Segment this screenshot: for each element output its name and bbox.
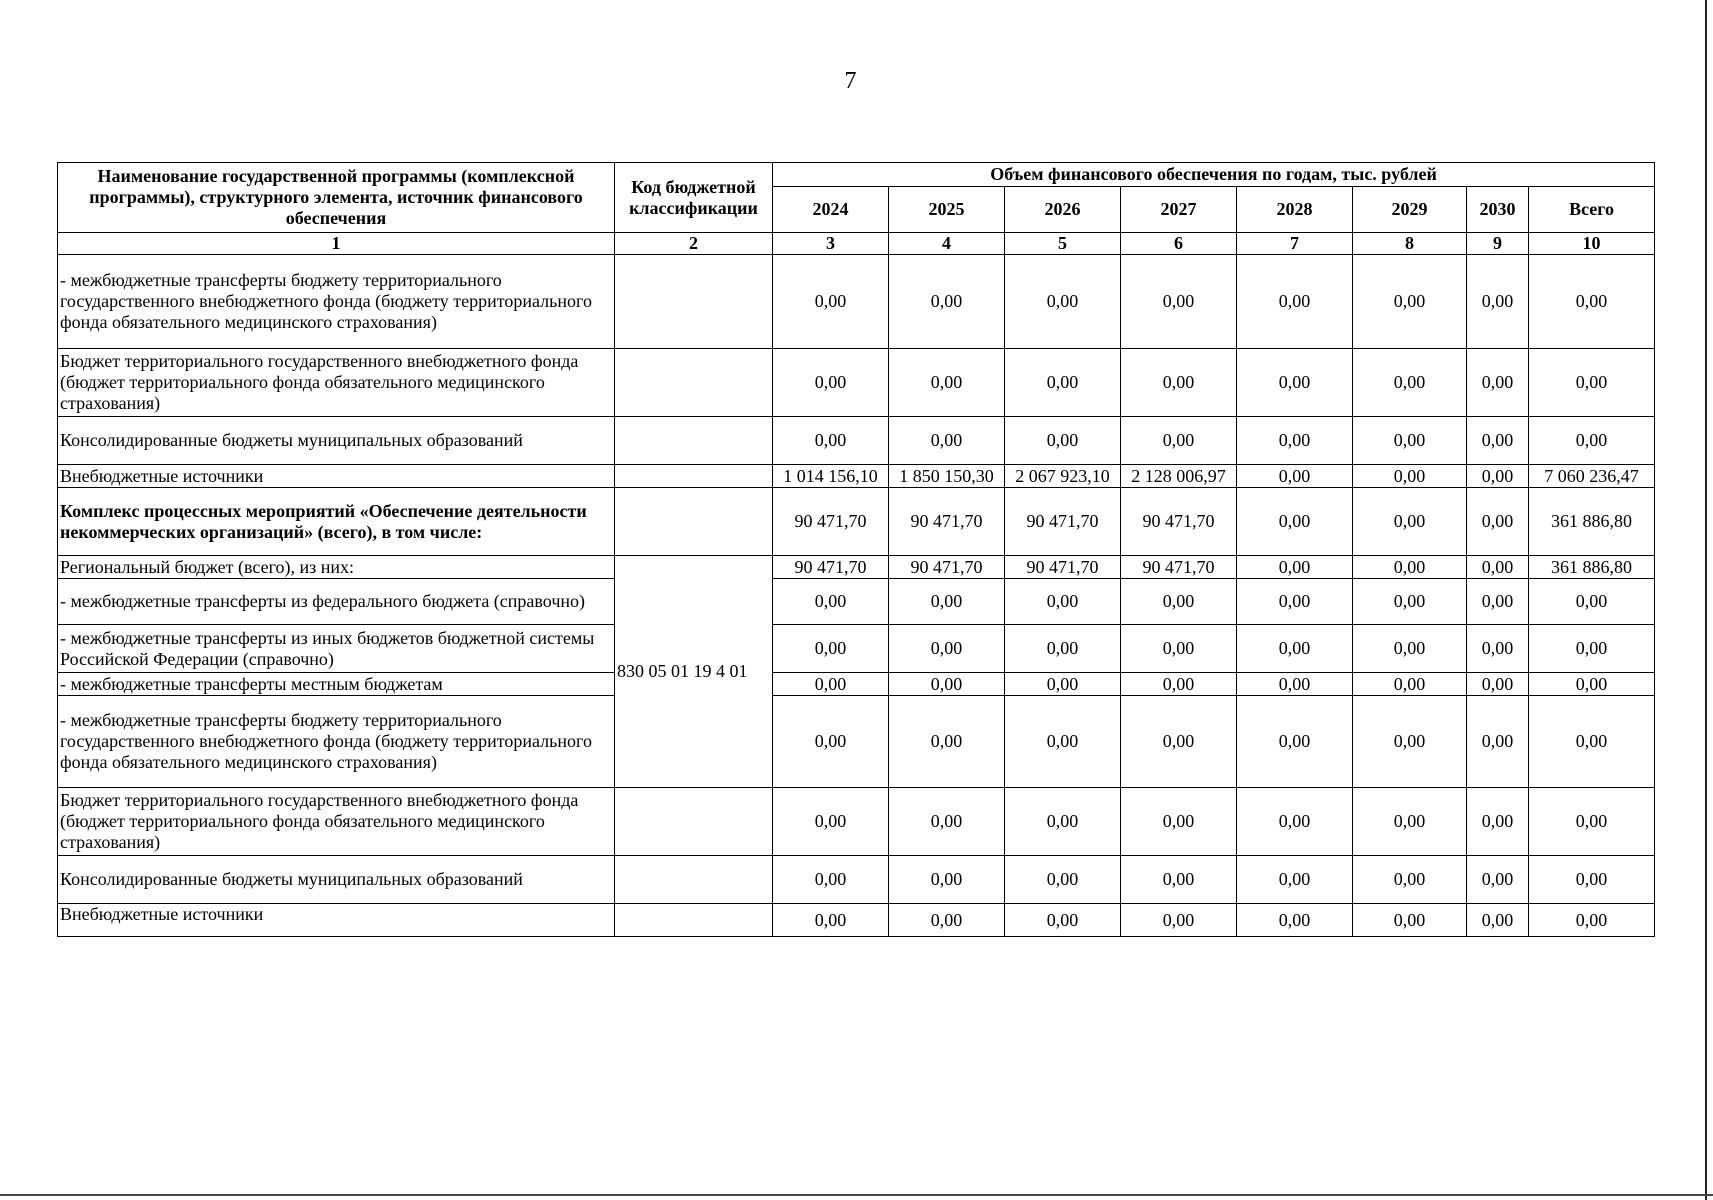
value-2026: 2 067 923,10 [1005, 465, 1121, 488]
header-group: Объем финансового обеспечения по годам, тыс. рублей [773, 163, 1655, 187]
value-2024: 0,00 [773, 788, 889, 856]
table-row [58, 788, 1655, 856]
header-year-2026: 2026 [1005, 187, 1121, 233]
row-code [615, 465, 773, 488]
value-total: 0,00 [1529, 417, 1655, 465]
value-2025: 90 471,70 [889, 556, 1005, 579]
row-name: - межбюджетные трансферты из иных бюджетов бюджетной системы Российской Федерации (справочно) [58, 625, 615, 673]
value-2028: 0,00 [1237, 488, 1353, 556]
value-2024: 0,00 [773, 904, 889, 937]
value-2027: 0,00 [1121, 856, 1237, 904]
row-name: Внебюджетные источники [58, 904, 615, 937]
header-name: Наименование государственной программы (комплексной программы), структурного элемента, источник финансового обеспечения [58, 163, 615, 233]
row-name: - межбюджетные трансферты из федерального бюджета (справочно) [58, 579, 615, 625]
table-row [58, 465, 1655, 488]
value-2024: 90 471,70 [773, 488, 889, 556]
value-2029: 0,00 [1353, 465, 1467, 488]
row-name: Комплекс процессных мероприятий «Обеспечение деятельности некоммерческих организаций» (всего), в том числе: [58, 488, 615, 556]
value-2028: 0,00 [1237, 788, 1353, 856]
header-total: Всего [1529, 187, 1655, 233]
value-2027: 0,00 [1121, 625, 1237, 673]
index-cell: 3 [773, 233, 889, 255]
value-2029: 0,00 [1353, 856, 1467, 904]
value-2025: 0,00 [889, 417, 1005, 465]
table-row [58, 579, 1655, 625]
value-2030: 0,00 [1467, 556, 1529, 579]
index-cell: 1 [58, 233, 615, 255]
value-2030: 0,00 [1467, 488, 1529, 556]
value-2029: 0,00 [1353, 625, 1467, 673]
value-2025: 90 471,70 [889, 488, 1005, 556]
value-2026: 0,00 [1005, 255, 1121, 349]
value-2029: 0,00 [1353, 788, 1467, 856]
value-total: 0,00 [1529, 696, 1655, 788]
value-total: 0,00 [1529, 788, 1655, 856]
row-code [615, 255, 773, 349]
value-2027: 2 128 006,97 [1121, 465, 1237, 488]
row-code [615, 488, 773, 556]
row-name: Бюджет территориального государственного внебюджетного фонда (бюджет территориального фонда обязательного медицинского страхования) [58, 349, 615, 417]
financing-table [57, 162, 1655, 937]
value-2028: 0,00 [1237, 465, 1353, 488]
value-2024: 0,00 [773, 349, 889, 417]
value-2025: 0,00 [889, 255, 1005, 349]
value-2030: 0,00 [1467, 788, 1529, 856]
value-2029: 0,00 [1353, 696, 1467, 788]
row-code: 830 05 01 19 4 01 [615, 556, 773, 788]
value-2024: 0,00 [773, 625, 889, 673]
value-total: 0,00 [1529, 904, 1655, 937]
page-number: 7 [844, 68, 857, 94]
value-2030: 0,00 [1467, 625, 1529, 673]
value-2026: 0,00 [1005, 696, 1121, 788]
index-cell: 8 [1353, 233, 1467, 255]
value-total: 0,00 [1529, 349, 1655, 417]
index-row [58, 233, 1655, 255]
value-2029: 0,00 [1353, 556, 1467, 579]
header-year-2025: 2025 [889, 187, 1005, 233]
scan-edge-bottom [0, 1194, 1713, 1196]
value-2027: 90 471,70 [1121, 488, 1237, 556]
header-year-2028: 2028 [1237, 187, 1353, 233]
row-name: Консолидированные бюджеты муниципальных образований [58, 417, 615, 465]
value-2024: 1 014 156,10 [773, 465, 889, 488]
value-2029: 0,00 [1353, 579, 1467, 625]
value-2024: 0,00 [773, 417, 889, 465]
value-2027: 90 471,70 [1121, 556, 1237, 579]
value-2028: 0,00 [1237, 417, 1353, 465]
value-2030: 0,00 [1467, 696, 1529, 788]
value-2029: 0,00 [1353, 904, 1467, 937]
value-2026: 0,00 [1005, 579, 1121, 625]
value-total: 0,00 [1529, 625, 1655, 673]
value-2025: 0,00 [889, 856, 1005, 904]
value-2027: 0,00 [1121, 417, 1237, 465]
row-name: Консолидированные бюджеты муниципальных образований [58, 856, 615, 904]
value-2028: 0,00 [1237, 904, 1353, 937]
row-code [615, 788, 773, 856]
value-2025: 1 850 150,30 [889, 465, 1005, 488]
table-row [58, 255, 1655, 349]
value-2029: 0,00 [1353, 673, 1467, 696]
value-2028: 0,00 [1237, 349, 1353, 417]
row-name: Региональный бюджет (всего), из них: [58, 556, 615, 579]
value-total: 7 060 236,47 [1529, 465, 1655, 488]
value-2024: 0,00 [773, 856, 889, 904]
value-2025: 0,00 [889, 788, 1005, 856]
value-2029: 0,00 [1353, 255, 1467, 349]
table-row [58, 904, 1655, 937]
value-2029: 0,00 [1353, 349, 1467, 417]
value-2028: 0,00 [1237, 579, 1353, 625]
index-cell: 2 [615, 233, 773, 255]
header-year-2024: 2024 [773, 187, 889, 233]
value-2024: 0,00 [773, 673, 889, 696]
value-2026: 0,00 [1005, 417, 1121, 465]
header-year-2030: 2030 [1467, 187, 1529, 233]
value-2025: 0,00 [889, 904, 1005, 937]
index-cell: 5 [1005, 233, 1121, 255]
value-2026: 0,00 [1005, 673, 1121, 696]
value-2030: 0,00 [1467, 904, 1529, 937]
value-2030: 0,00 [1467, 349, 1529, 417]
value-2025: 0,00 [889, 579, 1005, 625]
row-name: - межбюджетные трансферты местным бюджетам [58, 673, 615, 696]
index-cell: 4 [889, 233, 1005, 255]
value-2026: 0,00 [1005, 349, 1121, 417]
value-2030: 0,00 [1467, 465, 1529, 488]
value-2026: 90 471,70 [1005, 488, 1121, 556]
value-2029: 0,00 [1353, 417, 1467, 465]
value-2028: 0,00 [1237, 673, 1353, 696]
value-2030: 0,00 [1467, 255, 1529, 349]
value-2028: 0,00 [1237, 696, 1353, 788]
value-total: 0,00 [1529, 579, 1655, 625]
table-row [58, 556, 1655, 579]
value-total: 0,00 [1529, 673, 1655, 696]
scan-edge-right [1705, 0, 1707, 1200]
value-2025: 0,00 [889, 673, 1005, 696]
value-2029: 0,00 [1353, 488, 1467, 556]
header-code: Код бюджетной классификации [615, 163, 773, 233]
value-2028: 0,00 [1237, 625, 1353, 673]
value-2027: 0,00 [1121, 696, 1237, 788]
value-2030: 0,00 [1467, 417, 1529, 465]
value-2027: 0,00 [1121, 349, 1237, 417]
value-2027: 0,00 [1121, 788, 1237, 856]
value-2026: 0,00 [1005, 625, 1121, 673]
value-2027: 0,00 [1121, 255, 1237, 349]
table-row [58, 417, 1655, 465]
value-2030: 0,00 [1467, 673, 1529, 696]
index-cell: 9 [1467, 233, 1529, 255]
value-2024: 90 471,70 [773, 556, 889, 579]
index-cell: 6 [1121, 233, 1237, 255]
row-name: Бюджет территориального государственного внебюджетного фонда (бюджет территориального фонда обязательного медицинского страхования) [58, 788, 615, 856]
table-row [58, 696, 1655, 788]
table-body [58, 255, 1655, 937]
value-2024: 0,00 [773, 579, 889, 625]
value-2027: 0,00 [1121, 904, 1237, 937]
row-name: - межбюджетные трансферты бюджету территориального государственного внебюджетного фонда (бюджету территориального фонда обязательного медицинского страхования) [58, 696, 615, 788]
table-row [58, 488, 1655, 556]
value-2030: 0,00 [1467, 579, 1529, 625]
table-row [58, 856, 1655, 904]
value-total: 361 886,80 [1529, 488, 1655, 556]
value-2030: 0,00 [1467, 856, 1529, 904]
header-year-2029: 2029 [1353, 187, 1467, 233]
value-2026: 0,00 [1005, 904, 1121, 937]
value-2028: 0,00 [1237, 556, 1353, 579]
value-2025: 0,00 [889, 625, 1005, 673]
index-cell: 10 [1529, 233, 1655, 255]
row-code [615, 349, 773, 417]
table-row [58, 625, 1655, 673]
row-code [615, 856, 773, 904]
value-2026: 0,00 [1005, 856, 1121, 904]
table-row [58, 673, 1655, 696]
header-year-2027: 2027 [1121, 187, 1237, 233]
table-row [58, 349, 1655, 417]
index-cell: 7 [1237, 233, 1353, 255]
value-2028: 0,00 [1237, 255, 1353, 349]
value-2025: 0,00 [889, 349, 1005, 417]
value-2027: 0,00 [1121, 673, 1237, 696]
value-total: 0,00 [1529, 255, 1655, 349]
row-name: Внебюджетные источники [58, 465, 615, 488]
value-total: 361 886,80 [1529, 556, 1655, 579]
row-name: - межбюджетные трансферты бюджету территориального государственного внебюджетного фонда (бюджету территориального фонда обязательного медицинского страхования) [58, 255, 615, 349]
row-code [615, 904, 773, 937]
value-2025: 0,00 [889, 696, 1005, 788]
value-2024: 0,00 [773, 255, 889, 349]
value-total: 0,00 [1529, 856, 1655, 904]
value-2028: 0,00 [1237, 856, 1353, 904]
value-2024: 0,00 [773, 696, 889, 788]
value-2027: 0,00 [1121, 579, 1237, 625]
value-2026: 90 471,70 [1005, 556, 1121, 579]
value-2026: 0,00 [1005, 788, 1121, 856]
row-code [615, 417, 773, 465]
